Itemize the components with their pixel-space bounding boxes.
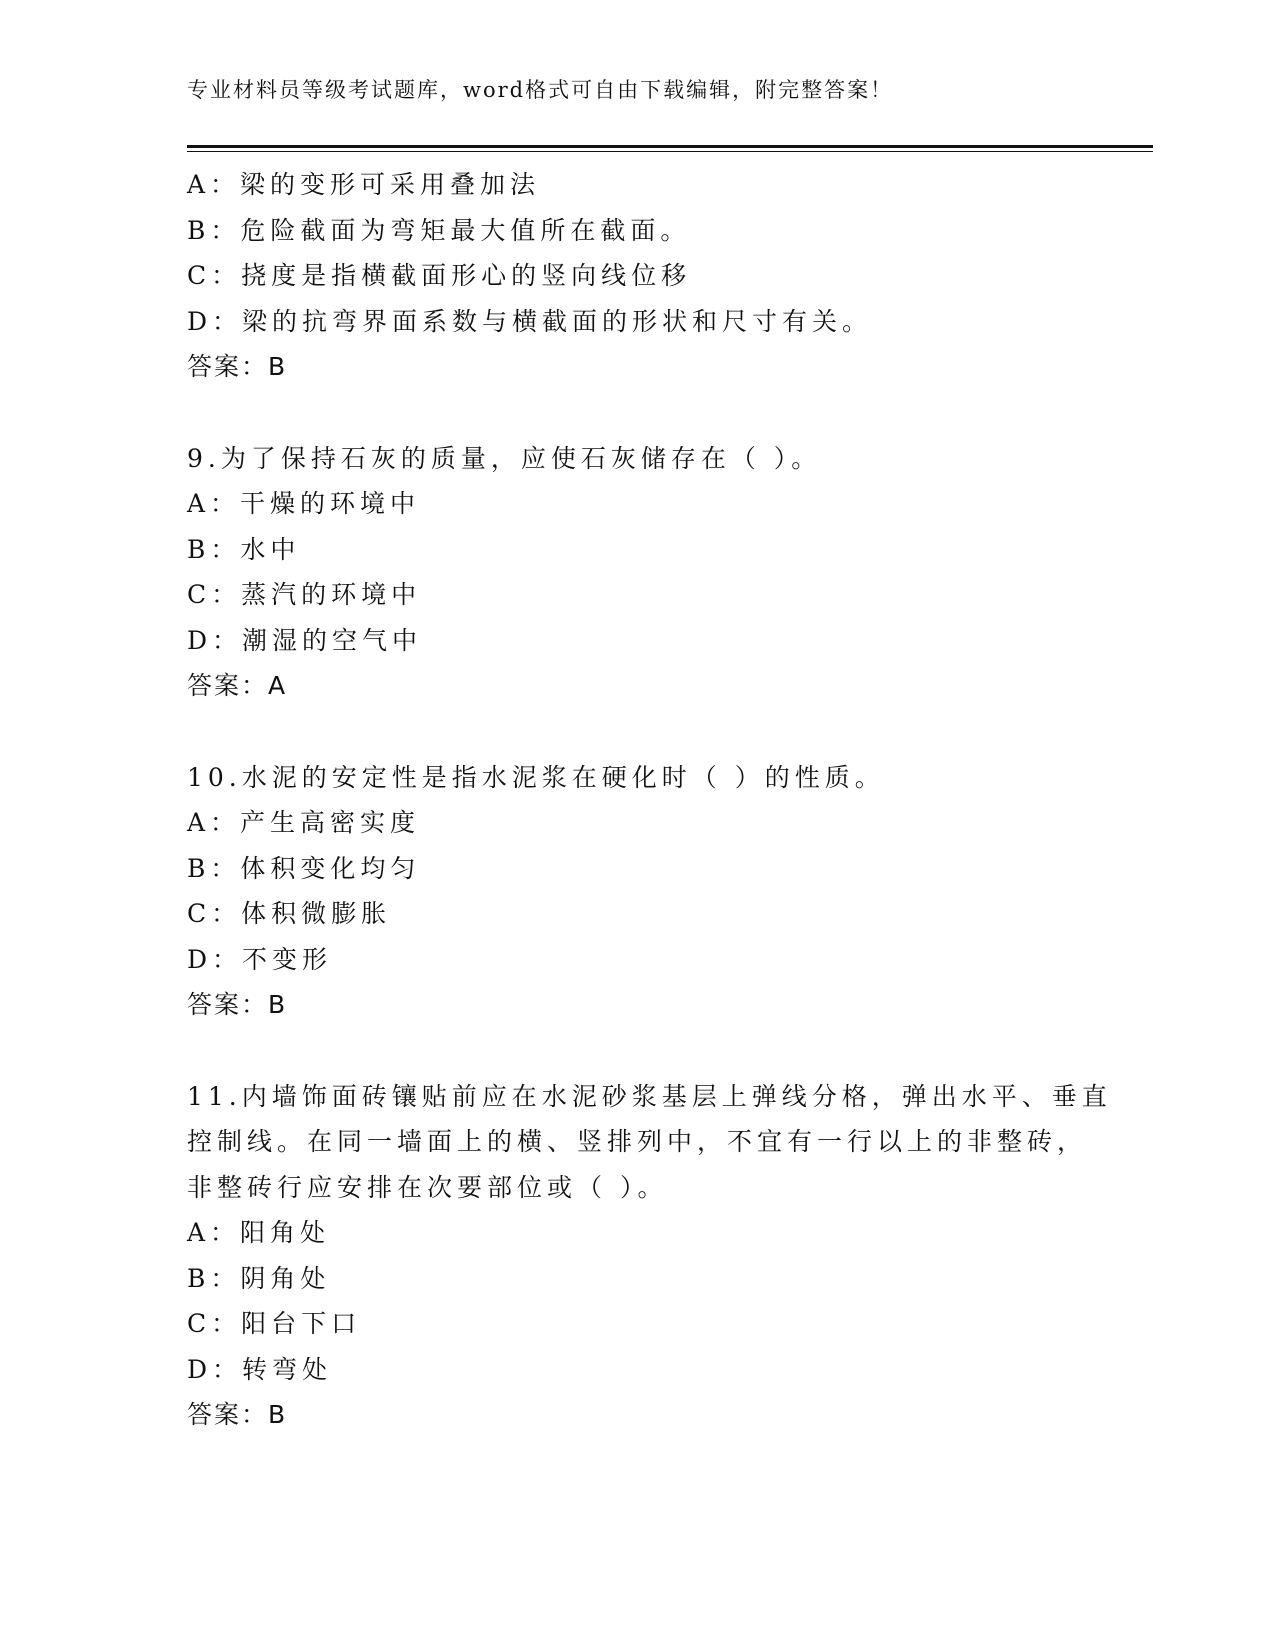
option-d: D：不变形 <box>187 944 333 974</box>
option-b: B：体积变化均匀 <box>187 853 421 883</box>
option-c: C：蒸汽的环境中 <box>187 580 422 609</box>
question-10 <box>187 755 1153 1028</box>
question-9 <box>187 436 1153 709</box>
answer-line: 答案：B <box>187 352 288 381</box>
question-11 <box>187 1074 1153 1438</box>
option-b: B：阴角处 <box>187 1263 331 1293</box>
question-stem-line-1: 11.内墙饰面砖镶贴前应在水泥砂浆基层上弹线分格，弹出水平、垂直 <box>187 1081 1112 1111</box>
option-b: B：危险截面为弯矩最大值所在截面。 <box>187 215 691 245</box>
question-fragment <box>187 162 1153 390</box>
option-d: D：潮湿的空气中 <box>187 625 423 655</box>
option-d: D：梁的抗弯界面系数与横截面的形状和尺寸有关。 <box>187 306 873 336</box>
option-c: C：挠度是指横截面形心的竖向线位移 <box>187 261 692 290</box>
answer-line: 答案：A <box>187 671 288 700</box>
header-divider-thick <box>187 145 1153 148</box>
option-a: A：干燥的环境中 <box>187 489 421 518</box>
option-c: C：体积微膨胀 <box>187 899 392 928</box>
question-stem-line-2: 控制线。在同一墙面上的横、竖排列中，不宜有一行以上的非整砖， <box>187 1127 1088 1156</box>
header-divider-thin <box>187 151 1153 152</box>
option-a: A：产生高密实度 <box>187 808 421 837</box>
option-a: A：梁的变形可采用叠加法 <box>187 170 541 199</box>
option-c: C：阳台下口 <box>187 1309 362 1338</box>
question-stem: 9.为了保持石灰的质量，应使石灰储存在（ ）。 <box>187 443 822 473</box>
question-stem: 10.水泥的安定性是指水泥浆在硬化时（ ）的性质。 <box>187 762 885 792</box>
option-a: A：阳角处 <box>187 1218 331 1247</box>
answer-line: 答案：B <box>187 1400 288 1429</box>
question-content <box>187 162 1153 1438</box>
option-b: B：水中 <box>187 534 301 564</box>
question-stem-line-3: 非整砖行应安排在次要部位或（ ）。 <box>187 1172 668 1202</box>
option-d: D：转弯处 <box>187 1354 333 1384</box>
answer-line: 答案：B <box>187 990 288 1019</box>
page-header: 专业材料员等级考试题库，word格式可自由下载编辑，附完整答案！ <box>187 78 894 102</box>
